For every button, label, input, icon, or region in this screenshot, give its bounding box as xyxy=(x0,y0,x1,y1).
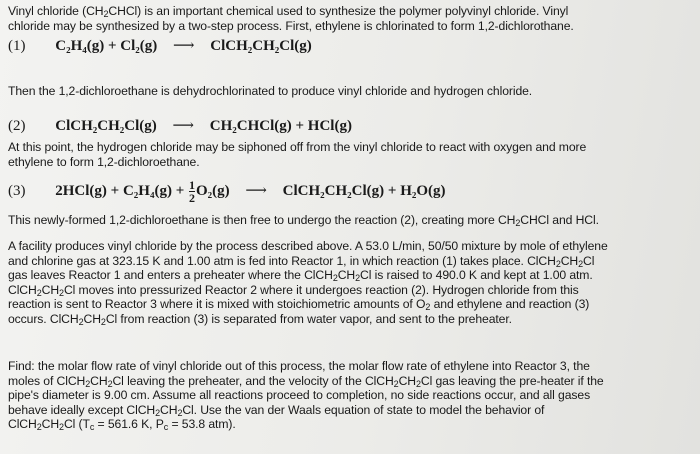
subscript: 2 xyxy=(332,273,338,284)
subscript: 2 xyxy=(103,9,109,19)
paragraph-text: Find: the molar flow rate of vinyl chloride out of this process, the molar flow rate of ethylene into Reactor 3, the xyxy=(8,359,590,373)
paragraph-text: occurs. ClCH xyxy=(8,311,79,326)
reaction-number: (3) xyxy=(8,182,26,199)
paragraph-text: = 53.8 atm). xyxy=(168,417,236,432)
fraction-one-half xyxy=(189,179,195,204)
paragraph-text: Cl from reaction (3) is separated from water vapor, and sent to the preheater. xyxy=(105,311,512,326)
paragraph-text: CH xyxy=(560,253,579,268)
paragraph-text: At this point, the hydrogen chloride may be siphoned off from the vinyl chloride to react with oxygen and more xyxy=(8,140,587,154)
subscript: 2 xyxy=(100,316,106,327)
subscript: 2 xyxy=(355,273,361,284)
reaction-arrow: ⟶ xyxy=(172,118,194,134)
paragraph-text: Cl leaving the preheater, and the velocity of the ClCH xyxy=(112,373,394,388)
subscript: 2 xyxy=(393,378,399,389)
paragraph-text: and ethylene and reaction (3) xyxy=(430,297,590,312)
subscript: 2 xyxy=(59,422,64,433)
reaction-1 xyxy=(8,37,312,55)
paragraph-text: behave ideally except ClCH xyxy=(8,402,156,417)
paragraph-text: Cl. Use the van der Waals equation of state to model the behavior of xyxy=(182,402,545,417)
paragraph-text: CH xyxy=(83,311,101,326)
find-paragraph xyxy=(8,359,692,432)
reaction-number: (1) xyxy=(8,38,26,54)
paragraph-text: Cl (T xyxy=(63,417,90,432)
paragraph-text: ClCH xyxy=(8,417,37,432)
paragraph-text: CH xyxy=(398,373,416,388)
products: ClCH₂CH₂Cl(g) xyxy=(210,38,312,54)
siphon-paragraph xyxy=(8,140,692,169)
subscript: 2 xyxy=(578,258,584,269)
paragraph-text: A facility produces vinyl chloride by the process described above. A 53.0 L/min, 50/50 mixture by mole of ethylene xyxy=(8,239,608,253)
subscript: 2 xyxy=(425,302,431,313)
subscript: 2 xyxy=(85,378,91,389)
intro-text: CHCl) is an important chemical used to synthesize the polymer polyvinyl chloride. Vinyl xyxy=(108,4,569,18)
paragraph-text: CH xyxy=(90,373,108,388)
subscript: 2 xyxy=(155,407,161,418)
reactants: ClCH₂CH₂Cl(g) xyxy=(55,118,157,134)
dehydrochlorination-paragraph xyxy=(8,84,692,99)
reaction-2 xyxy=(8,117,352,135)
paragraph-text: This newly-formed 1,2-dichloroethane is then free to undergo the reaction (2), creating more CH xyxy=(8,213,516,227)
reactants: 2HCl(g) + C₂H₄(g) + xyxy=(55,182,185,199)
paragraph-text: CHCl and HCl. xyxy=(520,213,599,227)
fraction-numerator: 1 xyxy=(189,178,195,192)
intro-text: Vinyl chloride (CH xyxy=(8,4,104,18)
paragraph-text: ethylene to form 1,2-dichloroethane. xyxy=(8,154,200,169)
intro-paragraph xyxy=(8,4,692,33)
paragraph-text: CH xyxy=(41,282,60,297)
paragraph-text: and chlorine gas at 323.15 K and 1.00 atm is fed into Reactor 1, in which reaction (1) takes place. ClCH xyxy=(8,253,556,268)
paragraph-text: CH xyxy=(337,268,356,283)
subscript: 2 xyxy=(177,407,183,418)
reaction-number: (2) xyxy=(8,118,26,134)
reactants: C₂H₄(g) + Cl₂(g) xyxy=(55,38,158,54)
paragraph-text: moles of ClCH xyxy=(8,373,86,388)
fraction-denominator: 2 xyxy=(189,191,195,205)
subscript: 2 xyxy=(515,218,521,228)
reaction-3 xyxy=(8,179,446,204)
facility-paragraph xyxy=(8,239,692,327)
subscript: 2 xyxy=(36,287,42,298)
subscript: c xyxy=(163,422,169,433)
paragraph-text: CH xyxy=(160,402,178,417)
paragraph-text: Cl xyxy=(583,253,595,268)
subscript: 2 xyxy=(415,378,421,389)
subscript: c xyxy=(89,422,95,433)
paragraph-text: ClCH xyxy=(8,282,37,297)
subscript: 2 xyxy=(107,378,113,389)
paragraph-text: Cl gas leaving the pre-heater if the xyxy=(420,373,604,388)
paragraph-text: gas leaves Reactor 1 and enters a preheater where the ClCH xyxy=(8,268,333,283)
reactants: O₂(g) xyxy=(196,182,230,199)
newly-formed-paragraph xyxy=(8,213,692,228)
subscript: 2 xyxy=(59,287,64,298)
paragraph-text: Cl moves into pressurized Reactor 2 where it undergoes reaction (2). Hydrogen chloride from this xyxy=(63,282,579,297)
paragraph-text: CH xyxy=(41,417,60,432)
intro-text: chloride may be synthesized by a two-step process. First, ethylene is chlorinated to form 1,2-dichlorothane. xyxy=(8,18,574,33)
paragraph-text: Then the 1,2-dichloroethane is dehydrochlorinated to produce vinyl chloride and hydrogen chloride. xyxy=(8,84,533,98)
subscript: 2 xyxy=(36,422,42,433)
subscript: 2 xyxy=(555,258,561,269)
products: CH₂CHCl(g) + HCl(g) xyxy=(209,118,352,134)
reaction-arrow: ⟶ xyxy=(245,182,267,199)
paragraph-text: Cl is raised to 490.0 K and kept at 1.00 atm. xyxy=(360,268,593,283)
subscript: 2 xyxy=(78,316,84,327)
products: ClCH₂CH₂Cl(g) + H₂O(g) xyxy=(282,182,446,199)
paragraph-text: = 561.6 K, P xyxy=(94,417,164,432)
reaction-arrow: ⟶ xyxy=(173,38,195,54)
paragraph-text: reaction is sent to Reactor 3 where it is mixed with stoichiometric amounts of O xyxy=(8,297,426,312)
paragraph-text: pipe's diameter is 9.00 cm. Assume all reactions proceed to completion, no side reactions occur, and all gases xyxy=(8,388,591,403)
